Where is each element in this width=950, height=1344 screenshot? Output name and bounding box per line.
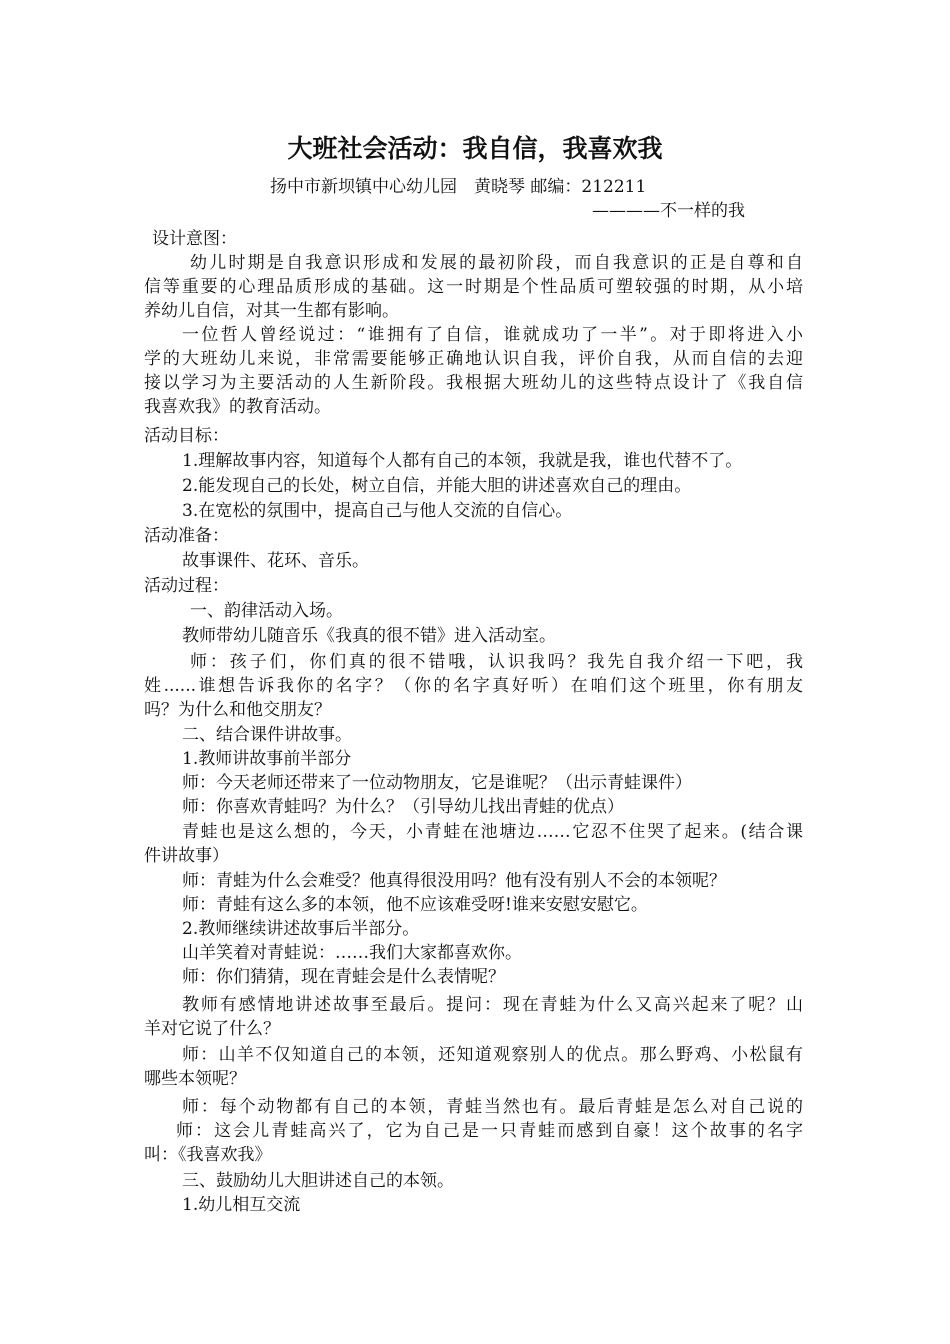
teacher-line: 吗？为什么和他交朋友？ [144, 700, 331, 720]
goal-item: 1.理解故事内容，知道每个人都有自己的本领，我就是我，谁也代替不了。 [182, 451, 743, 471]
design-p1-line: 幼儿时期是自我意识形成和发展的最初阶段，而自我意识的正是自尊和自 [190, 253, 803, 273]
teacher-line: 师：每个动物都有自己的本领，青蛙当然也有。最后青蛙是怎么对自己说的 [182, 1097, 803, 1117]
design-p2-line: 我喜欢我》的教育活动。 [144, 397, 331, 417]
paragraph-line: 山羊笑着对青蛙说：……我们大家都喜欢你。 [182, 943, 522, 963]
goals-heading: 活动目标： [144, 426, 229, 446]
prep-text: 故事课件、花环、音乐。 [182, 551, 369, 571]
process-heading: 活动过程： [144, 576, 229, 596]
paragraph-line: 教师带幼儿随音乐《我真的很不错》进入活动室。 [182, 626, 556, 646]
design-p2-line: 学的大班幼儿来说，非常需要能够正确地认识自我，评价自我，从而自信的去迎 [144, 349, 803, 369]
teacher-line: 师：青蛙有这么多的本领，他不应该难受呀!谁来安慰安慰它。 [182, 895, 648, 915]
goal-item: 2.能发现自己的长处，树立自信，并能大胆的讲述喜欢自己的理由。 [182, 476, 692, 496]
paragraph-line: 青蛙也是这么想的，今天，小青蛙在池塘边……它忍不住哭了起来。(结合课 [182, 822, 803, 842]
paragraph-line: 教师有感情地讲述故事至最后。提问：现在青蛙为什么又高兴起来了呢？山 [182, 995, 803, 1015]
design-p1-line: 信等重要的心理品质形成的基础。这一时期是个性品质可塑较强的时期，从小培 [144, 277, 803, 297]
goal-item: 3.在宽松的氛围中，提高自己与他人交流的自信心。 [182, 501, 573, 521]
design-p1-line: 养幼儿自信，对其一生都有影响。 [144, 301, 399, 321]
teacher-line: 叫：《我喜欢我》 [144, 1145, 272, 1165]
subtitle: ————不一样的我 [592, 201, 745, 221]
teacher-line: 师：你们猜猜，现在青蛙会是什么表情呢？ [182, 967, 505, 987]
step-heading: 一、韵律活动入场。 [190, 601, 343, 621]
teacher-line: 姓......谁想告诉我你的名字？（你的名字真好听）在咱们这个班里，你有朋友 [144, 676, 803, 696]
design-p2-line: 一位哲人曾经说过：“谁拥有了自信，谁就成功了一半”。对于即将进入小 [182, 325, 803, 345]
teacher-line: 师：你喜欢青蛙吗？为什么？（引导幼儿找出青蛙的优点） [182, 797, 624, 817]
teacher-line: 师：山羊不仅知道自己的本领，还知道观察别人的优点。那么野鸡、小松鼠有 [182, 1045, 803, 1065]
prep-heading: 活动准备： [144, 526, 229, 546]
sub-step: 1.教师讲故事前半部分 [182, 749, 352, 769]
sub-step: 1.幼儿相互交流 [182, 1195, 301, 1215]
teacher-line: 师：青蛙为什么会难受？他真得很没用吗？他有没有别人不会的本领呢？ [182, 871, 726, 891]
document-title: 大班社会活动：我自信，我喜欢我 [287, 134, 663, 163]
sub-step: 2.教师继续讲述故事后半部分。 [182, 919, 420, 939]
paragraph-line: 件讲故事） [144, 846, 229, 866]
teacher-line: 师：孩子们，你们真的很不错哦，认识我吗？我先自我介绍一下吧，我 [190, 652, 803, 672]
teacher-line: 哪些本领呢？ [144, 1069, 246, 1089]
paragraph-line: 羊对它说了什么？ [144, 1019, 280, 1039]
teacher-line: 师：这会儿青蛙高兴了，它为自己是一只青蛙而感到自豪！这个故事的名字 [176, 1121, 803, 1141]
step-heading: 二、结合课件讲故事。 [182, 725, 352, 745]
teacher-line: 师：今天老师还带来了一位动物朋友，它是谁呢？（出示青蛙课件） [182, 773, 692, 793]
author-line: 扬中市新坝镇中心幼儿园 黄晓琴 邮编：212211 [270, 177, 647, 197]
design-p2-line: 接以学习为主要活动的人生新阶段。我根据大班幼儿的这些特点设计了《我自信 [144, 373, 803, 393]
step-heading: 三、鼓励幼儿大胆讲述自己的本领。 [182, 1171, 454, 1191]
design-heading: 设计意图： [152, 229, 237, 249]
